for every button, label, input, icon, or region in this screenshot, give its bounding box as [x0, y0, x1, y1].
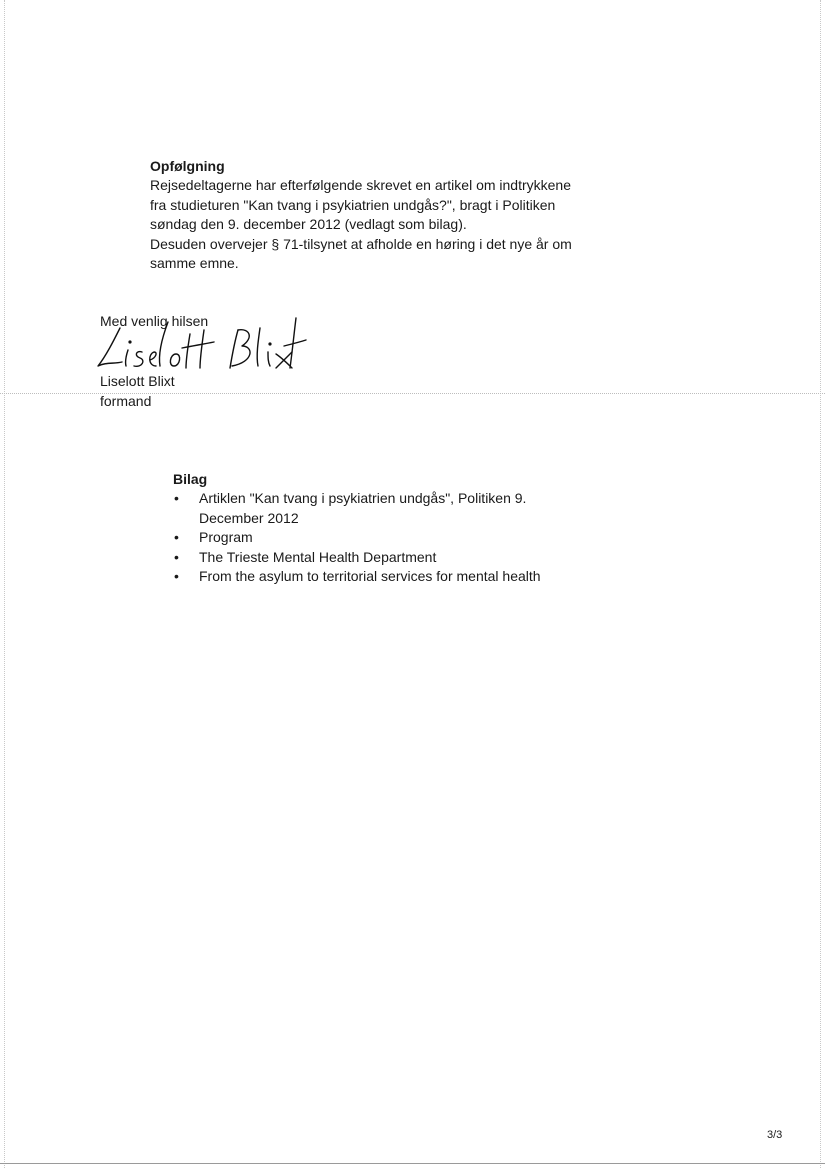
followup-paragraph: Rejsedeltagerne har efterfølgende skrevet en artikel om indtrykkene fra studieturen "Kan tvang i psykiatrien undgås?", bragt i Politiken søndag den 9. december 2012 (vedlagt som bilag). [150, 177, 571, 232]
bullet-icon: • [174, 548, 179, 565]
attachments-heading: Bilag [173, 471, 208, 487]
list-item [173, 528, 573, 548]
signer-name: Liselott Blixt [100, 373, 175, 389]
followup-section [150, 156, 580, 274]
list-item [173, 489, 573, 528]
attachments-list [173, 489, 573, 587]
bullet-icon: • [174, 529, 179, 545]
bullet-icon: • [174, 568, 179, 584]
page-number: 3/3 [767, 1129, 783, 1141]
scan-edge-bottom [0, 1163, 825, 1164]
scan-edge-left [4, 0, 5, 1168]
scan-edge-right [820, 0, 821, 1168]
list-item [173, 567, 573, 587]
followup-heading: Opfølgning [150, 158, 225, 174]
attachment-label: From the asylum to territorial services for mental health [199, 568, 541, 584]
signer-title: formand [100, 393, 152, 409]
followup-body [150, 176, 580, 274]
attachment-label: The Trieste Mental Health Department [199, 548, 437, 565]
list-item [173, 548, 573, 568]
attachment-label: Artiklen "Kan tvang i psykiatrien undgås", Politiken 9. December 2012 [199, 490, 527, 526]
attachments-section [173, 469, 573, 587]
closing-greeting: Med venlig hilsen [100, 313, 209, 329]
attachment-label: Program [199, 529, 253, 545]
bullet-icon: • [174, 490, 179, 506]
followup-paragraph: Desuden overvejer § 71-tilsynet at afholde en høring i det nye år om samme emne. [150, 235, 572, 271]
